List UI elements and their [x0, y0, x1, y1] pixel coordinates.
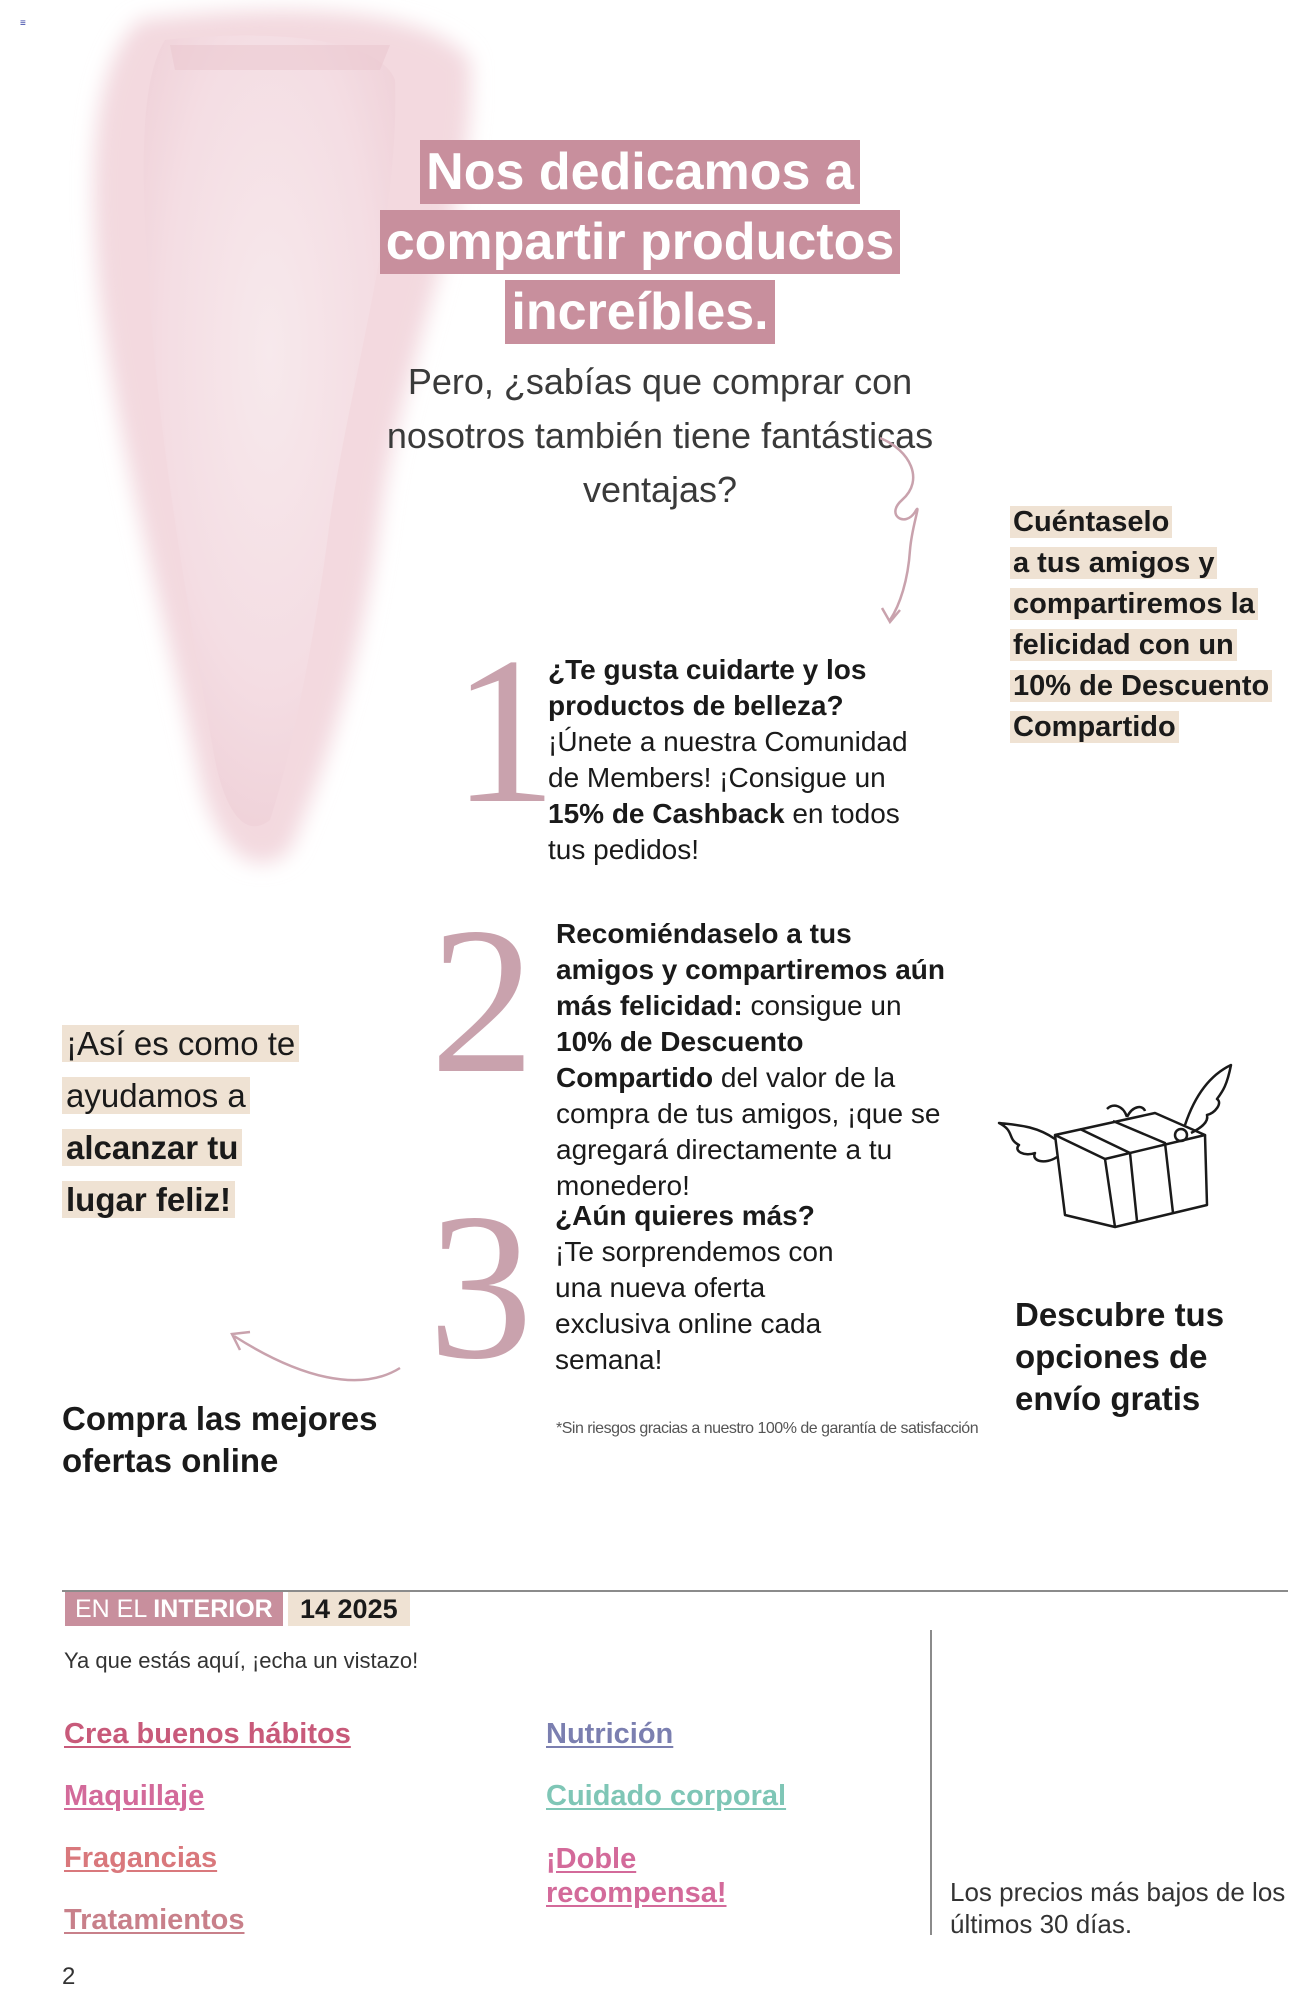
prices-note: Los precios más bajos de los últimos 30 días.	[950, 1877, 1286, 1939]
step-3-number: 3	[428, 1171, 533, 1403]
step-3-body: ¡Te sorprendemos con una nueva oferta exclusiva online cada semana!	[555, 1236, 834, 1375]
online-offers-text: Compra las mejores ofertas online	[62, 1400, 378, 1479]
step-1-highlight: 15% de Cashback	[548, 798, 785, 829]
step-1-body-a: ¡Únete a nuestra Comunidad de Members! ¡Consigue un	[548, 726, 908, 793]
curved-arrow-icon	[220, 1318, 410, 1388]
link-doble-recompensa[interactable]: ¡Doble recompensa!	[546, 1843, 727, 1909]
headline-line-1: Nos dedicamos a	[420, 140, 860, 204]
share-note-line: Cuéntaselo	[1010, 506, 1172, 538]
inside-tag-thin: EN EL	[75, 1595, 154, 1623]
winged-gift-icon	[995, 1055, 1235, 1235]
happy-note-line-4: lugar feliz!	[62, 1181, 235, 1218]
headline	[360, 140, 920, 350]
headline-line-3: increíbles.	[505, 280, 774, 344]
link-nutricion[interactable]: Nutrición	[546, 1718, 674, 1750]
step-2-number: 2	[430, 885, 535, 1117]
share-note-line: a tus amigos y	[1010, 547, 1217, 579]
subheadline: Pero, ¿sabías que comprar con nosotros también tiene fantásticas ventajas?	[386, 361, 934, 510]
guarantee-fine-print: *Sin riesgos gracias a nuestro 100% de garantía de satisfacción	[556, 1420, 979, 1437]
step-3-text	[555, 1198, 885, 1378]
page-number: 2	[62, 1963, 76, 1990]
step-1-text	[548, 652, 928, 868]
step-2-highlight: 10% de Descuento Compartido	[556, 1026, 804, 1093]
free-shipping-text: Descubre tus opciones de envío gratis	[1015, 1296, 1225, 1417]
link-crea-buenos-habitos[interactable]: Crea buenos hábitos	[64, 1718, 351, 1750]
share-note	[1010, 502, 1290, 748]
headline-line-2: compartir productos	[380, 210, 901, 274]
step-2-body-b: del valor de la compra de tus amigos, ¡que se agregará directamente a tu monedero!	[556, 1062, 941, 1201]
share-note-line: compartiremos la	[1010, 588, 1258, 620]
step-2-title: Recomiéndaselo a tus amigos y compartiremos aún más felicidad:	[556, 918, 946, 1021]
step-1-title: ¿Te gusta cuidarte y los productos de belleza?	[548, 654, 867, 721]
share-note-line: Compartido	[1010, 711, 1179, 743]
happy-place-note	[62, 1018, 362, 1226]
inside-intro: Ya que estás aquí, ¡echa un vistazo!	[64, 1648, 419, 1673]
share-note-line: felicidad con un	[1010, 629, 1237, 661]
happy-note-line-1: ¡Así es como te	[62, 1025, 299, 1062]
inside-tag-bold: INTERIOR	[153, 1595, 273, 1623]
step-2-body-a: consigue un	[742, 990, 902, 1021]
link-tratamientos[interactable]: Tratamientos	[64, 1904, 245, 1936]
link-cuidado-corporal[interactable]: Cuidado corporal	[546, 1780, 787, 1812]
link-maquillaje[interactable]: Maquillaje	[64, 1780, 205, 1812]
inside-tag	[65, 1592, 283, 1626]
step-3-title: ¿Aún quieres más?	[555, 1200, 815, 1231]
vertical-divider	[930, 1630, 932, 1935]
share-note-line: 10% de Descuento	[1010, 670, 1272, 702]
corner-mark: ≡	[20, 18, 26, 29]
issue-tag: 14 2025	[288, 1592, 410, 1626]
step-2-text	[556, 916, 956, 1204]
step-1-number: 1	[452, 615, 557, 847]
happy-note-line-2: ayudamos a	[62, 1077, 250, 1114]
curly-arrow-icon	[860, 430, 940, 630]
happy-note-line-3: alcanzar tu	[62, 1129, 242, 1166]
step-1-body-b: en todos tus pedidos!	[548, 798, 900, 865]
link-fragancias[interactable]: Fragancias	[64, 1842, 218, 1874]
